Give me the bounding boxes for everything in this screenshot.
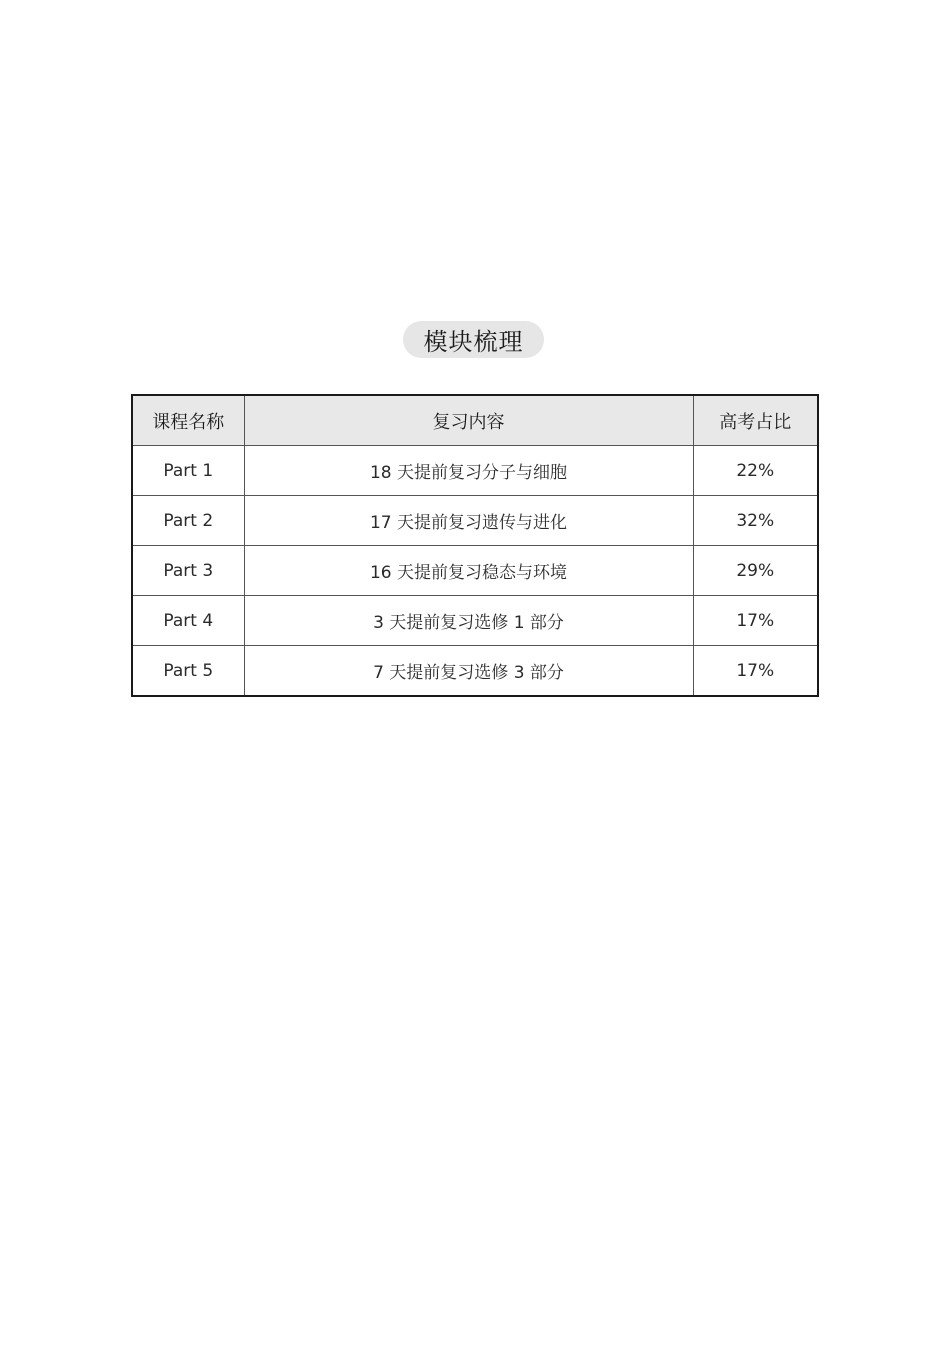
table-header-row: [132, 395, 818, 446]
content-cell: 17 天提前复习遗传与进化: [244, 496, 693, 546]
course-cell: Part 2: [132, 496, 244, 546]
ratio-cell: 29%: [693, 546, 818, 596]
section-title: 模块梳理: [403, 321, 544, 358]
course-cell: Part 4: [132, 596, 244, 646]
ratio-cell: 17%: [693, 646, 818, 697]
module-table: [131, 394, 819, 697]
ratio-cell: 17%: [693, 596, 818, 646]
table-row: [132, 646, 818, 697]
header-course-name: 课程名称: [132, 395, 244, 446]
content-cell: 16 天提前复习稳态与环境: [244, 546, 693, 596]
table-row: [132, 496, 818, 546]
header-review-content: 复习内容: [244, 395, 693, 446]
course-cell: Part 3: [132, 546, 244, 596]
course-cell: Part 1: [132, 446, 244, 496]
table-row: [132, 596, 818, 646]
ratio-cell: 32%: [693, 496, 818, 546]
content-cell: 7 天提前复习选修 3 部分: [244, 646, 693, 697]
course-cell: Part 5: [132, 646, 244, 697]
table-row: [132, 546, 818, 596]
content-cell: 18 天提前复习分子与细胞: [244, 446, 693, 496]
table-row: [132, 446, 818, 496]
header-exam-ratio: 高考占比: [693, 395, 818, 446]
content-cell: 3 天提前复习选修 1 部分: [244, 596, 693, 646]
ratio-cell: 22%: [693, 446, 818, 496]
